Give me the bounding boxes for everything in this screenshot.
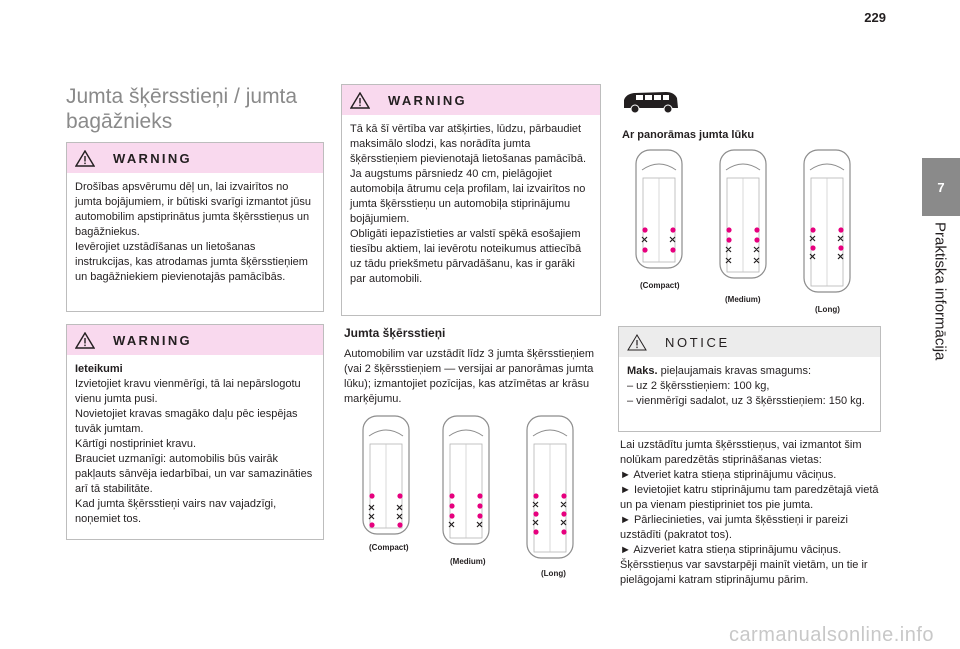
- notice-lead: Maks.: [627, 365, 658, 377]
- label-medium: (Medium): [725, 295, 761, 304]
- panoramic-heading: Ar panorāmas jumta lūku: [622, 129, 755, 141]
- van-medium: [443, 416, 489, 544]
- warning-label: WARNING: [113, 150, 192, 166]
- label-compact: (Compact): [640, 281, 680, 290]
- warning-text: Tā kā šī vērtība var atšķirties, lūdzu, pārbaudiet maksimālo slodzi, kas norādīta jumta šķērsstieņiem pievienotajā lietošanas pamācībā. Ja augstums pārsniedz 40 cm, pielāgojiet automobiļa ātrumu ceļa profilam, lai izvairītos no jumta šķērsstieņu un automobiļa stiprinājumu bojājumiem. Obligāti iepazīstieties ar valstī spēkā esošajiem tiesību aktiem, lai ievērotu noteikumus attiecībā uz tādu priekšmetu pārvadāšanu, kas ir garāki par automobili.: [350, 123, 587, 285]
- warning-label: WARNING: [113, 332, 192, 348]
- label-long: (Long): [815, 305, 840, 314]
- chapter-title: Praktiska informācija: [931, 222, 949, 361]
- warning-text: Izvietojiet kravu vienmērīgi, tā lai nepārslogotu vienu jumta pusi. Novietojiet kravas smagāko daļu pēc iespējas tuvāk jumtam. Kārtīgi nostipriniet kravu. Brauciet uzmanīgi: automobilis būs vairāk pakļauts sānvēja iedarbībai, un var samazināties arī tā stabilitāte. Kad jumta šķērsstieņi vairs nav vajadzīgi, noņemiet tos.: [75, 378, 313, 525]
- van-medium: [720, 150, 766, 278]
- label-compact: (Compact): [369, 543, 409, 552]
- warning-header: [342, 85, 600, 115]
- van-compact: [636, 150, 682, 268]
- van-side-icon: [622, 88, 680, 116]
- panoramic-positions-diagram: [624, 146, 864, 318]
- label-long: (Long): [541, 569, 566, 578]
- installation-text: Lai uzstādītu jumta šķērsstieņus, vai izmantot šim nolūkam paredzētās stiprināšanas vietas: ► Atveriet katra stieņa stiprinājumu vāciņus. ► Ievietojiet katru stiprinājumu tam paredzētajā vietā un pa vienam piestipriniet tos pie jumta. ► Pārliecinieties, vai jumta šķēsstieņi ir pareizi uzstādīti (pakratot tos). ► Aizveriet katra stieņa stiprinājumu vāciņus. Šķērsstieņus var savstarpēji mainīt vietām, un tie ir pielāgojami katram stiprinājumu pārim.: [620, 439, 879, 586]
- notice-body: pieļaujamais kravas smagums: – uz 2 šķērsstieņiem: 100 kg, – vienmērīgi sadalot, uz 3 šķērsstieņiem: 150 kg.: [627, 365, 865, 407]
- notice-text: [619, 357, 880, 417]
- van-compact: [363, 416, 409, 534]
- page-number: 229: [864, 10, 886, 25]
- warning-triangle-icon: [75, 150, 95, 167]
- warning-lead: Ieteikumi: [75, 363, 123, 375]
- notice-box: [618, 326, 881, 432]
- crossbars-heading: Jumta šķērsstieņi: [344, 326, 446, 340]
- notice-triangle-icon: [627, 334, 647, 351]
- crossbars-text: Automobilim var uzstādīt līdz 3 jumta šķērsstieņiem (vai 2 šķērsstieņiem — versijai ar panorāmas jumta lūku); izmantojiet pozīcijas, kas atzīmētas ar krāsu marķējumu.: [344, 348, 595, 405]
- chapter-tab: 7: [922, 158, 960, 216]
- warning-text: [67, 355, 323, 377]
- warning-header: [67, 143, 323, 173]
- warning-text: Drošības apsvērumu dēļ un, lai izvairītos no jumta bojājumiem, ir būtiski svarīgi izmantot jūsu automobilim apstiprinātus jumta šķērsstieņus un bagāžniekus. Ievērojiet uzstādīšanas un lietošanas instrukcijas, kas atrodamas jumta šķērsstieņiem un bagāžniekiem pievienotajās pamācībās.: [75, 181, 311, 283]
- crossbar-positions-diagram: [355, 412, 595, 582]
- notice-header: [619, 327, 880, 357]
- warning-box-3: [341, 84, 601, 316]
- warning-box-1: [66, 142, 324, 312]
- warning-label: WARNING: [388, 92, 467, 108]
- notice-label: NOTICE: [665, 334, 730, 350]
- warning-triangle-icon: [75, 332, 95, 349]
- warning-box-2: [66, 324, 324, 540]
- watermark: carmanualsonline.info: [728, 624, 934, 646]
- warning-header: [67, 325, 323, 355]
- warning-triangle-icon: [350, 92, 370, 109]
- van-long: [527, 416, 573, 558]
- van-long: [804, 150, 850, 292]
- section-title: Jumta šķērsstieņi / jumta bagāžnieks: [66, 85, 298, 133]
- label-medium: (Medium): [450, 557, 486, 566]
